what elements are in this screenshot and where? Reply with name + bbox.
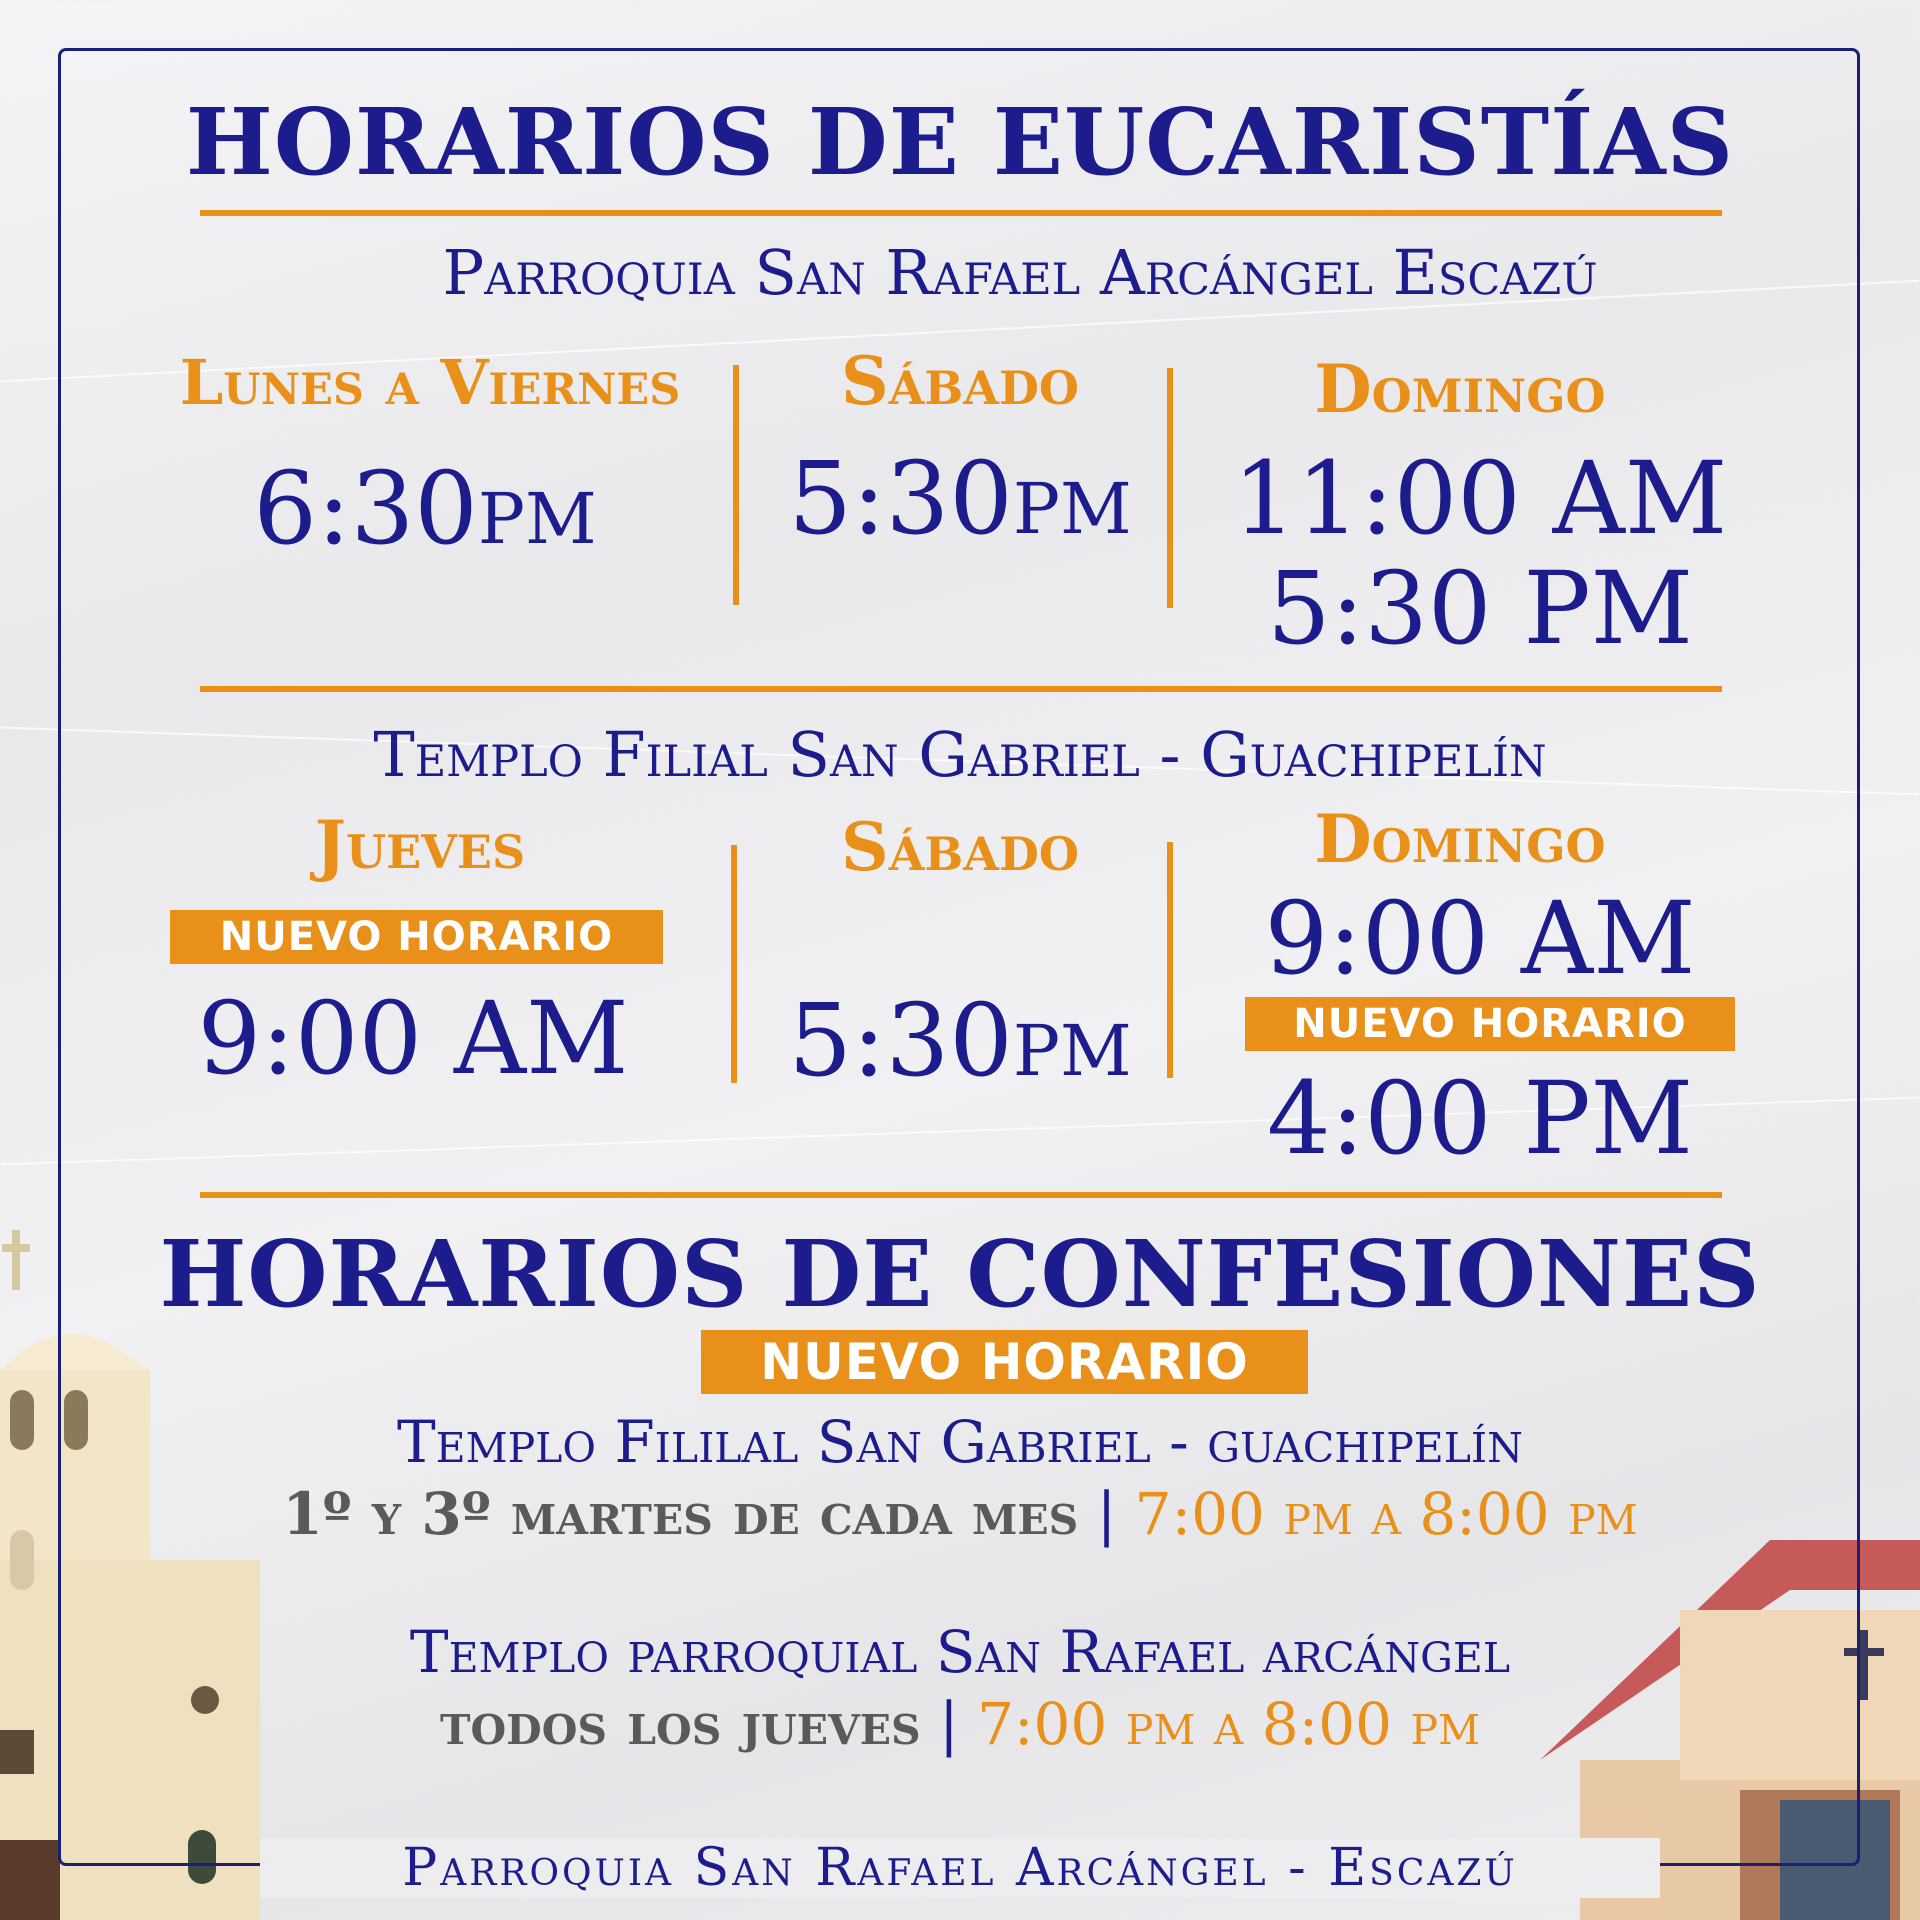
divider	[200, 1192, 1722, 1198]
confesion-place: Templo Fililal San Gabriel - guachipelín	[396, 1408, 1524, 1476]
column-divider	[731, 845, 737, 1083]
column-divider	[1167, 842, 1173, 1078]
mass-time: 4:00 PM	[1266, 1060, 1694, 1177]
parroquia-name: Parroquia San Rafael Arcángel Escazú	[442, 236, 1598, 309]
confesion-place: Templo parroquial San Rafael arcángel	[409, 1618, 1511, 1686]
day-label: Domingo	[1314, 800, 1606, 878]
day-label: Lunes a Viernes	[179, 346, 681, 419]
nuevo-horario-badge: NUEVO HORARIO	[701, 1330, 1308, 1394]
day-label: Sábado	[841, 808, 1079, 886]
mass-time: 5:30pm	[788, 440, 1132, 557]
day-label: Sábado	[841, 342, 1079, 420]
eucaristias-title: HORARIOS DE EUCARISTÍAS	[185, 88, 1735, 196]
column-divider	[733, 365, 739, 605]
divider	[200, 210, 1722, 216]
confesion-days: 1º y 3º martes de cada mes	[282, 1480, 1079, 1548]
divider	[200, 686, 1722, 692]
nuevo-horario-badge: NUEVO HORARIO	[170, 910, 663, 964]
confesiones-title: HORARIOS DE CONFESIONES	[159, 1220, 1761, 1328]
mass-time: 9:00 AM	[197, 980, 629, 1097]
mass-time: 11:00 AM	[1232, 440, 1728, 557]
separator: |	[939, 1690, 959, 1758]
confesion-schedule	[0, 1690, 1920, 1758]
column-divider	[1167, 368, 1173, 608]
footer-label: Parroquia San Rafael Arcángel - Escazú	[260, 1838, 1660, 1898]
confesion-schedule	[0, 1480, 1920, 1548]
confesion-days: todos los jueves	[439, 1690, 921, 1758]
separator: |	[1096, 1480, 1117, 1548]
mass-time: 5:30 PM	[1266, 550, 1694, 667]
day-label: Jueves	[314, 806, 526, 884]
day-label: Domingo	[1314, 350, 1606, 428]
mass-time: 5:30pm	[788, 982, 1132, 1099]
confesion-hours: 7:00 pm a 8:00 pm	[1134, 1480, 1638, 1548]
templo-name: Templo Filial San Gabriel - Guachipelín	[373, 718, 1547, 791]
nuevo-horario-badge: NUEVO HORARIO	[1245, 997, 1735, 1051]
confesion-hours: 7:00 pm a 8:00 pm	[977, 1690, 1481, 1758]
mass-time: 9:00 AM	[1264, 880, 1696, 997]
mass-time: 6:30pm	[253, 450, 597, 567]
